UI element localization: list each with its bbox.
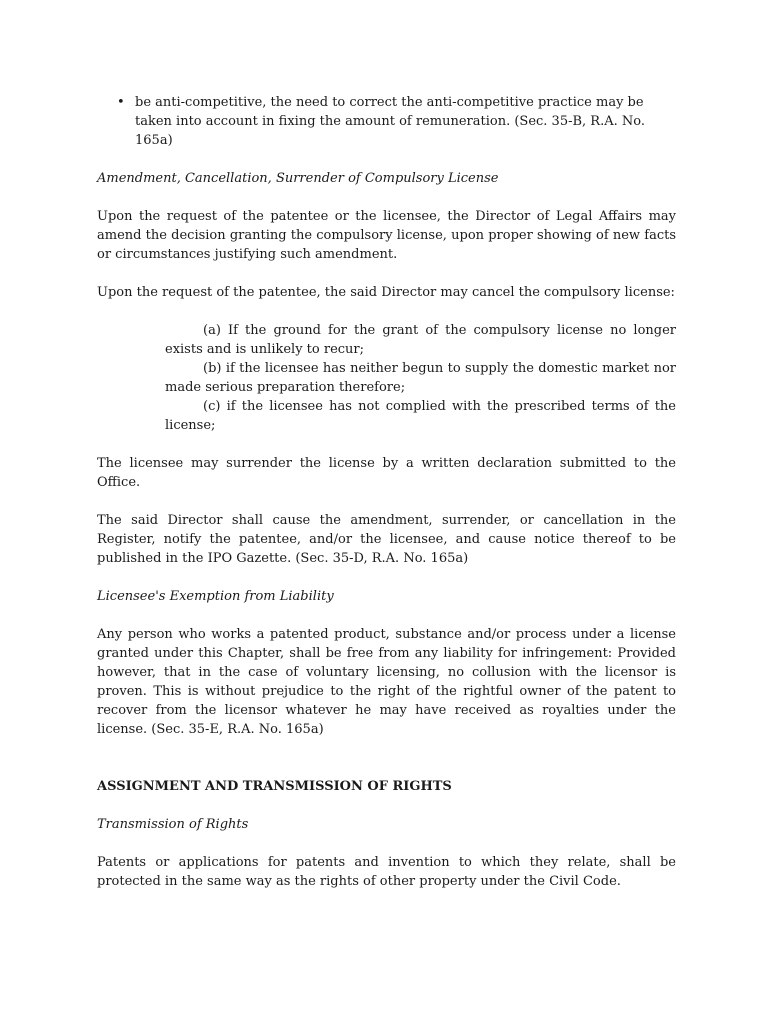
list-item-c: (c) if the licensee has not complied with the prescribed terms of the license; bbox=[165, 399, 676, 433]
section-heading-amendment: Amendment, Cancellation, Surrender of Compulsory License bbox=[97, 171, 499, 186]
bullet-symbol: • bbox=[117, 95, 125, 110]
section-heading-assignment: ASSIGNMENT AND TRANSMISSION OF RIGHTS bbox=[97, 779, 452, 794]
paragraph-amend-request: Upon the request of the patentee or the licensee, the Director of Legal Affairs may amend the decision granting the compulsory license, upon proper showing of new facts or circumstances justifying such amendment. bbox=[97, 209, 676, 262]
paragraph-surrender: The licensee may surrender the license by a written declaration submitted to the Office. bbox=[97, 456, 676, 490]
paragraph-cancel-request: Upon the request of the patentee, the said Director may cancel the compulsory license: bbox=[97, 285, 675, 300]
paragraph-exemption: Any person who works a patented product, substance and/or process under a license granted under this Chapter, shall be free from any liability for infringement: Provided however, that in the case of voluntary licensing, no collusion with the licensor is proven. This is without prejudice to the right of the rightful owner of the patent to recover from the licensor whatever he may have received as royalties under the license. (Sec. 35-E, R.A. No. 165a) bbox=[97, 627, 676, 737]
cancellation-grounds-list bbox=[165, 321, 676, 435]
paragraph-register: The said Director shall cause the amendment, surrender, or cancellation in the Register, notify the patentee, and/or the licensee, and cause notice thereof to be published in the IPO Gazette. (Sec. 35-D, R.A. No. 165a) bbox=[97, 513, 676, 566]
bullet-text: be anti-competitive, the need to correct the anti-competitive practice may be taken into account in fixing the amount of remuneration. (Sec. 35-B, R.A. No. 165a) bbox=[135, 95, 645, 148]
document-page bbox=[97, 93, 676, 891]
list-item-b: (b) if the licensee has neither begun to supply the domestic market nor made serious preparation therefore; bbox=[165, 361, 676, 395]
section-heading-exemption: Licensee's Exemption from Liability bbox=[97, 589, 334, 604]
bullet-item bbox=[117, 93, 676, 150]
section-subheading-transmission: Transmission of Rights bbox=[97, 817, 249, 832]
paragraph-transmission: Patents or applications for patents and invention to which they relate, shall be protected in the same way as the rights of other property under the Civil Code. bbox=[97, 855, 676, 889]
list-item-a: (a) If the ground for the grant of the compulsory license no longer exists and is unlikely to recur; bbox=[165, 323, 676, 357]
